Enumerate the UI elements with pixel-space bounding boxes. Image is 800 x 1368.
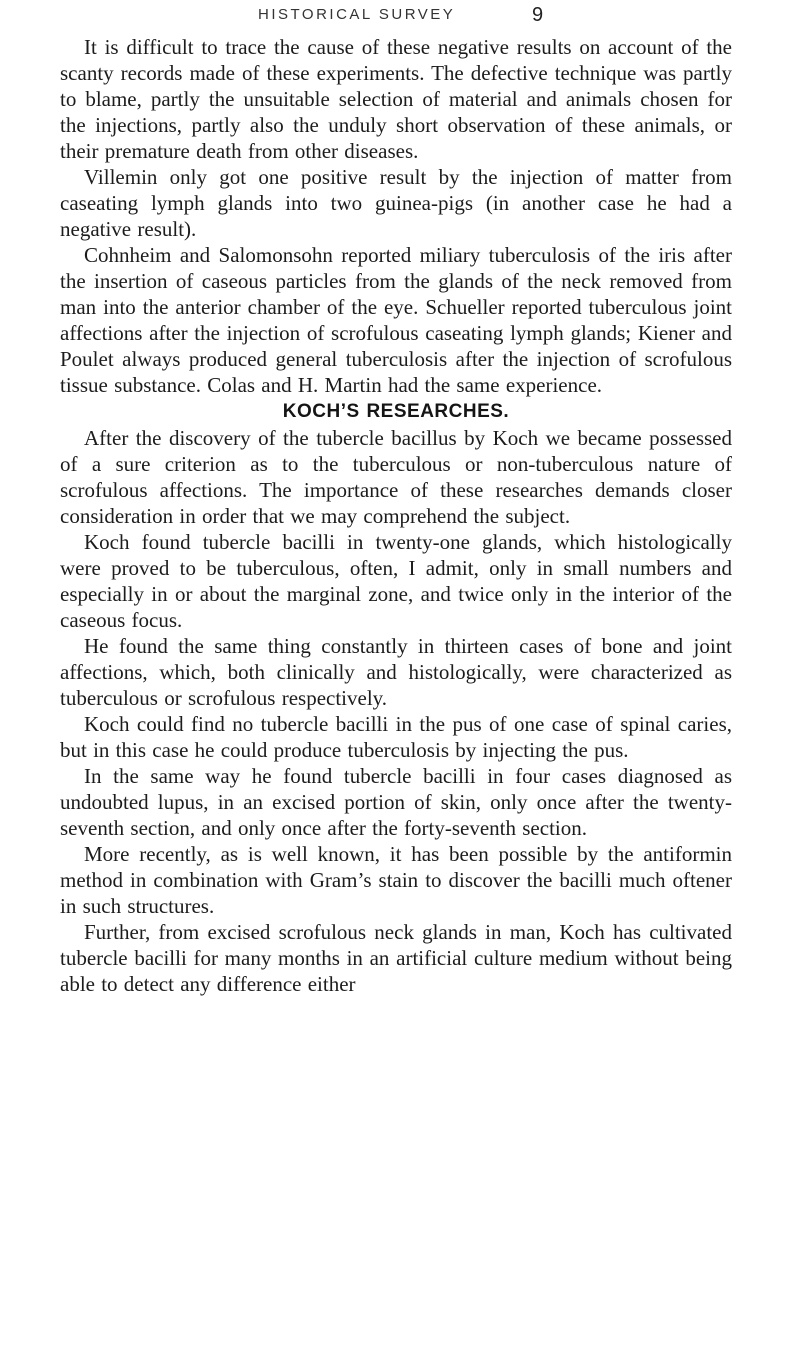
paragraph-villemin: Villemin only got one positive result by the injection of matter from caseating lymph glands into two guinea-pigs (in another case he had a negative result).: [60, 165, 732, 241]
running-head: [0, 4, 800, 32]
paragraph-cultivated-bacilli: Further, from excised scrofulous neck glands in man, Koch has cultivated tubercle bacilli for many months in an artificial culture medium without being able to detect any difference either: [60, 920, 732, 996]
paragraph-cohnheim-salomonsohn: Cohnheim and Salomonsohn reported miliary tuberculosis of the iris after the insertion of caseous particles from the glands of the neck removed from man into the anterior chamber of the eye. Schueller reported tuberculous joint affections after the injection of scrofulous caseating lymph glands; Kiener and Poulet always produced general tuberculosis after the injection of scrofulous tissue substance. Colas and H. Martin had the same experience.: [60, 243, 732, 397]
paragraph-tubercle-bacillus-discovery: After the discovery of the tubercle bacillus by Koch we became possessed of a sure criterion as to the tuberculous or non-tuberculous nature of scrofulous affections. The importance of these researches demands closer consideration in order that we may comprehend the subject.: [60, 426, 732, 528]
body-text: [60, 34, 732, 997]
paragraph-bone-joint-affections: He found the same thing constantly in thirteen cases of bone and joint affections, which, both clinically and histologically, were characterized as tuberculous or scrofulous respectively.: [60, 634, 732, 710]
paragraph-koch-glands: Koch found tubercle bacilli in twenty-one glands, which histologically were proved to be tuberculous, often, I admit, only in small numbers and especially in or about the marginal zone, and twice only in the interior of the caseous focus.: [60, 530, 732, 632]
paragraph-antiformin-method: More recently, as is well known, it has been possible by the antiformin method in combination with Gram’s stain to discover the bacilli much oftener in such structures.: [60, 842, 732, 918]
paragraph-lupus: In the same way he found tubercle bacilli in four cases diagnosed as undoubted lupus, in an excised portion of skin, only once after the twenty-seventh section, and only once after the forty-seventh section.: [60, 764, 732, 840]
paragraph-causes-negative-results: It is difficult to trace the cause of these negative results on account of the scanty records made of these experiments. The defective technique was partly to blame, partly the unsuitable selection of material and animals chosen for the injections, partly also the unduly short observation of these animals, or their premature death from other diseases.: [60, 35, 732, 163]
section-heading: KOCH’S RESEARCHES.: [282, 401, 510, 422]
page-number: 9: [532, 4, 544, 26]
paragraph-spinal-caries: Koch could find no tubercle bacilli in the pus of one case of spinal caries, but in this case he could produce tuberculosis by injecting the pus.: [60, 712, 732, 762]
running-title: HISTORICAL SURVEY: [258, 6, 456, 23]
